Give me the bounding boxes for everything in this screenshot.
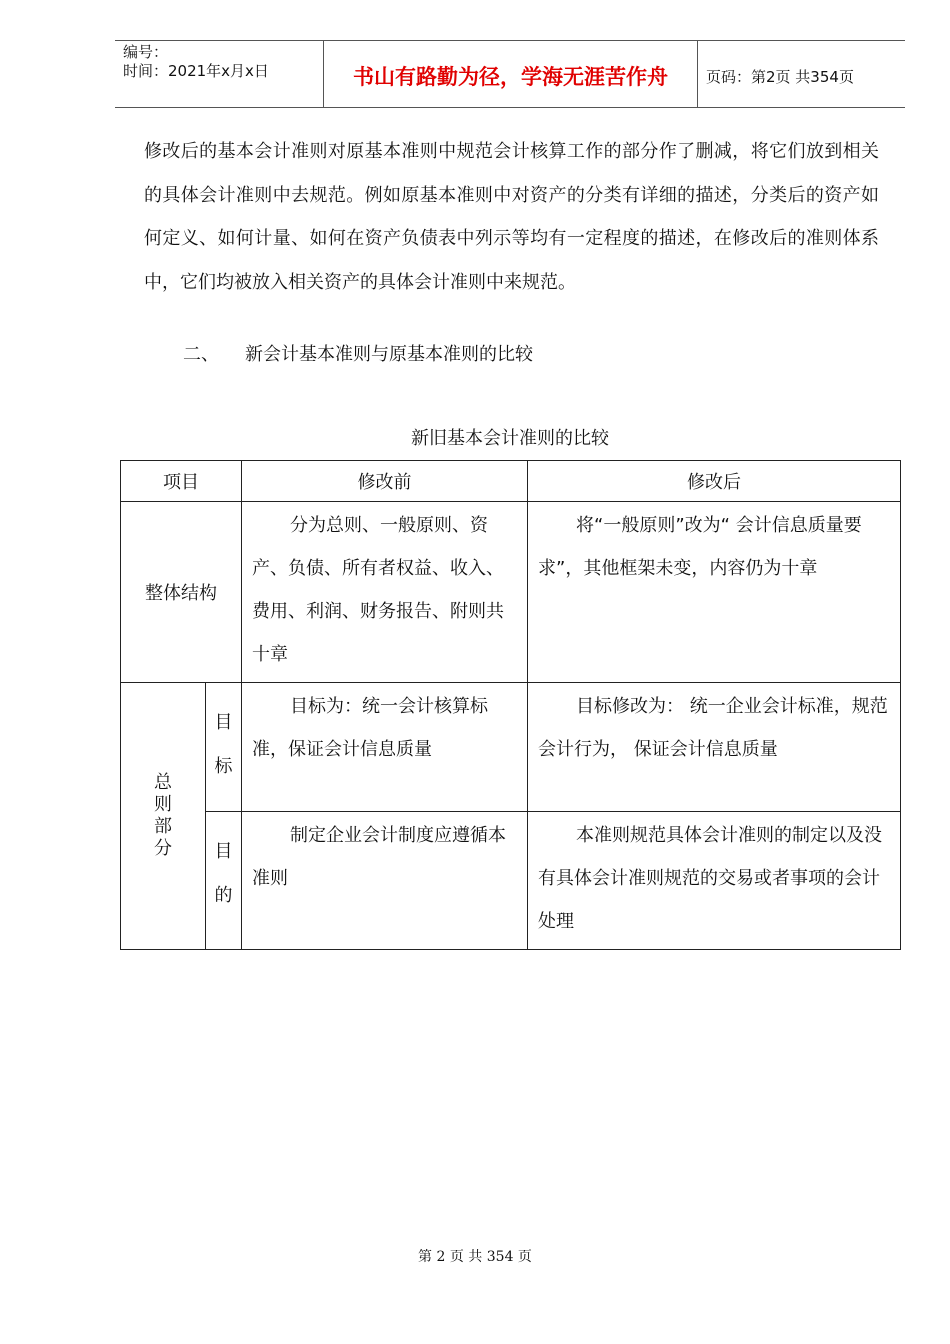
time-label: 时间：2021年x月x日	[123, 62, 269, 80]
cell-before	[242, 812, 528, 950]
cell-before-text: 分为总则、一般原则、资产、负债、所有者权益、收入、费用、利润、财务报告、附则共十章	[252, 515, 504, 665]
number-label: 编号：	[123, 43, 169, 61]
table-header-row	[121, 461, 901, 502]
table-row	[121, 502, 901, 683]
section-heading	[183, 340, 533, 366]
cell-after-text: 目标修改为： 统一企业会计标准，规范会计行为， 保证会计信息质量	[538, 696, 888, 760]
cell-after	[528, 502, 901, 683]
section-title: 新会计基本准则与原基本准则的比较	[245, 344, 533, 365]
cell-after-text: 将“一般原则”改为“ 会计信息质量要求”，其他框架未变，内容仍为十章	[538, 515, 862, 579]
cell-after	[528, 683, 901, 812]
header-page-label: 页码：第2页 共354页	[706, 67, 854, 86]
cell-before-text: 目标为：统一会计核算标准，保证会计信息质量	[252, 696, 488, 760]
table-row	[121, 683, 901, 812]
page-header	[115, 40, 905, 108]
section-number: 二、	[183, 344, 219, 365]
group-cell	[121, 683, 206, 950]
cell-after-text: 本准则规范具体会计准则的制定以及没有具体会计准则规范的交易或者事项的会计处理	[538, 825, 882, 932]
cell-before	[242, 502, 528, 683]
header-meta	[115, 41, 324, 108]
sub-item-cell	[206, 812, 242, 950]
table-caption: 新旧基本会计准则的比较	[411, 428, 609, 449]
sub-item-cell	[206, 683, 242, 812]
sub-item-purpose: 目的	[214, 841, 233, 906]
table-row	[121, 812, 901, 950]
sub-item-goal: 目标	[214, 712, 233, 777]
page-footer: 第 2 页 共 354 页	[418, 1249, 532, 1265]
header-after: 修改后	[528, 461, 901, 502]
header-item: 项目	[121, 461, 242, 502]
row-item-structure: 整体结构	[121, 502, 242, 683]
cell-before	[242, 683, 528, 812]
comparison-table	[120, 460, 901, 950]
cell-after	[528, 812, 901, 950]
body-paragraph: 修改后的基本会计准则对原基本准则中规范会计核算工作的部分作了删减，将它们放到相关的具体会计准则中去规范。例如原基本准则中对资产的分类有详细的描述，分类后的资产如何定义、如何计量、如何在资产负债表中列示等均有一定程度的描述，在修改后的准则体系中，它们均被放入相关资产的具体会计准则中来规范。	[144, 141, 879, 293]
cell-before-text: 制定企业会计制度应遵循本准则	[252, 825, 506, 889]
header-motto: 书山有路勤为径，学海无涯苦作舟	[324, 41, 698, 108]
header-before: 修改前	[242, 461, 528, 502]
group-label: 总则部分	[154, 772, 172, 859]
